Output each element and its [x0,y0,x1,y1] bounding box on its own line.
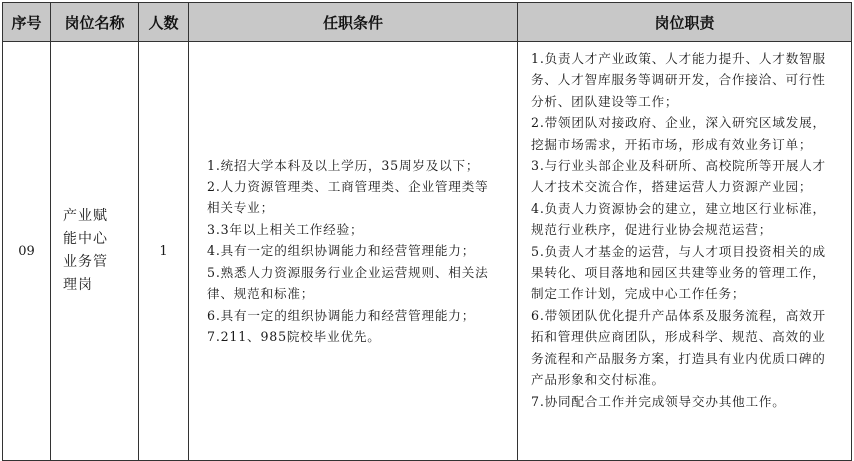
requirement-line: 1.统招大学本科及以上学历，35周岁及以下； [207,157,480,173]
requirement-line: 5.熟悉人力资源服务行业企业运营规则、相关法 [207,264,489,280]
job-table [2,2,852,461]
duty-line: 挖掘市场需求，开拓市场，形成有效业务订单； [531,136,813,152]
duty-line: 果转化、项目落地和园区共建等业务的管理工作， [531,265,826,281]
duty-line: 人才技术交流合作，搭建运营人力资源产业园； [531,179,813,195]
duty-line: 2.带领团队对接政府、企业，深入研究区域发展， [531,115,826,131]
cell-no: 09 [3,42,51,461]
cell-headcount: 1 [139,42,189,461]
duty-list [531,42,841,412]
duty-line: 4.负责人力资源协会的建立，建立地区行业标准， [531,200,826,216]
duty-line: 制定工作计划，完成中心工作任务； [531,286,746,302]
cell-position-name [51,42,139,461]
duty-line: 7.协同配合工作并完成领导交办其他工作。 [531,393,786,409]
header-position-name: 岗位名称 [51,3,139,42]
duty-line: 3.与行业头部企业及科研所、高校院所等开展人才 [531,158,826,174]
requirement-line: 2.人力资源管理类、工商管理类、企业管理类等 [207,179,489,195]
requirement-line: 相关专业； [207,200,274,216]
position-name-line: 业务管 [63,254,108,270]
position-name-line: 能中心 [63,231,108,247]
duty-line: 1.负责人才产业政策、人才能力提升、人才数智服 [531,51,826,66]
duty-line: 务流程和产品服务方案，打造具有业内优质口碑的 [531,350,826,366]
header-duties: 岗位职责 [518,3,852,42]
requirement-line: 3.3年以上相关工作经验； [207,221,364,237]
duty-line: 拓和管理供应商团队，形成科学、规范、高效的业 [531,329,826,345]
requirement-line: 律、规范和标准； [207,286,315,302]
position-name-line: 理岗 [63,277,93,293]
requirement-line: 6.具有一定的组织协调能力和经营管理能力； [207,307,476,323]
duty-line: 务、人才智库服务等调研开发，合作接洽、可行性 [531,72,826,88]
table-row [3,42,852,461]
duty-line: 产品形象和交付标准。 [531,372,665,388]
position-name-line: 产业赋 [63,208,108,224]
header-row [3,3,852,42]
header-no: 序号 [3,3,51,42]
requirement-line: 7.211、985院校毕业优先。 [207,328,381,344]
duty-line: 规范行业秩序，促进行业协会规范运营； [531,222,773,238]
header-requirements: 任职条件 [189,3,518,42]
requirement-line: 4.具有一定的组织协调能力和经营管理能力； [207,243,476,259]
duty-line: 5.负责人才基金的运营，与人才项目投资相关的成 [531,243,826,259]
duty-line: 分析、团队建设等工作； [531,93,679,109]
header-headcount: 人数 [139,3,189,42]
cell-duties [518,42,852,461]
cell-requirements [189,42,518,461]
duty-line: 6.带领团队优化提升产品体系及服务流程，高效开 [531,307,826,323]
